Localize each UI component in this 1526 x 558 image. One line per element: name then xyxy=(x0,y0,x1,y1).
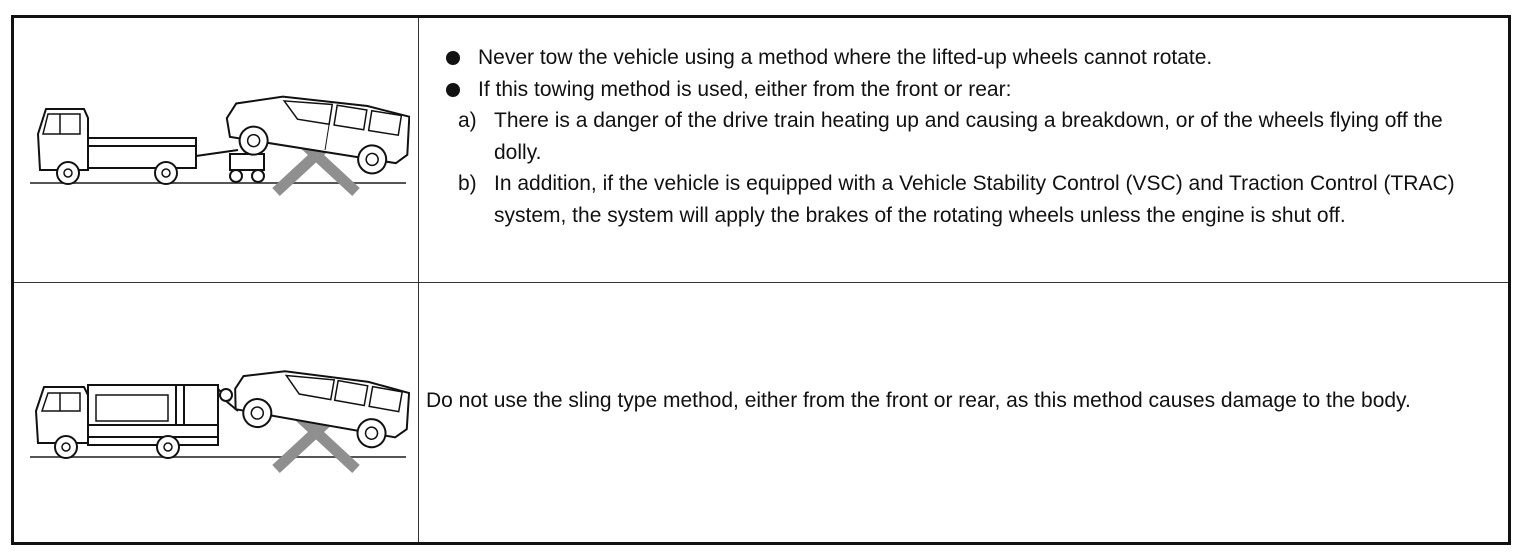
sub-item xyxy=(444,105,1494,168)
bullet-text: If this towing method is used, either from the front or rear: xyxy=(478,77,1012,101)
tow-dolly-prohibited-icon xyxy=(26,94,410,204)
towing-table xyxy=(11,15,1511,545)
sub-item-text: There is a danger of the drive train heating up and causing a breakdown, or of the wheels flying off the dolly. xyxy=(494,109,1443,164)
bullet-icon xyxy=(446,51,460,65)
illustration-cell xyxy=(14,18,419,282)
bullet-icon xyxy=(446,83,460,97)
bullet-item xyxy=(444,74,1494,106)
bullet-text: Never tow the vehicle using a method where the lifted-up wheels cannot rotate. xyxy=(478,46,1213,69)
illustration-cell xyxy=(14,283,419,542)
warning-list xyxy=(444,42,1494,231)
table-row-sling xyxy=(14,283,1508,542)
sub-item-text: In addition, if the vehicle is equipped with a Vehicle Stability Control (VSC) and Traction Control (TRAC) system, the system will apply the brakes of the rotating wheels unless the engine is shut off. xyxy=(494,172,1455,227)
bullet-item xyxy=(444,42,1494,74)
sub-item xyxy=(444,168,1494,231)
sling-warning-text: Do not use the sling type method, either from the front or rear, as this method causes damage to the body. xyxy=(426,389,1411,412)
sub-list-container xyxy=(444,105,1494,231)
instruction-cell xyxy=(419,18,1508,282)
sub-item-label: a) xyxy=(458,109,477,132)
instruction-cell xyxy=(419,283,1508,542)
table-row-dolly xyxy=(14,18,1508,283)
sub-list xyxy=(444,105,1494,231)
sub-item-label: b) xyxy=(458,172,477,195)
sling-tow-prohibited-icon xyxy=(26,365,410,475)
